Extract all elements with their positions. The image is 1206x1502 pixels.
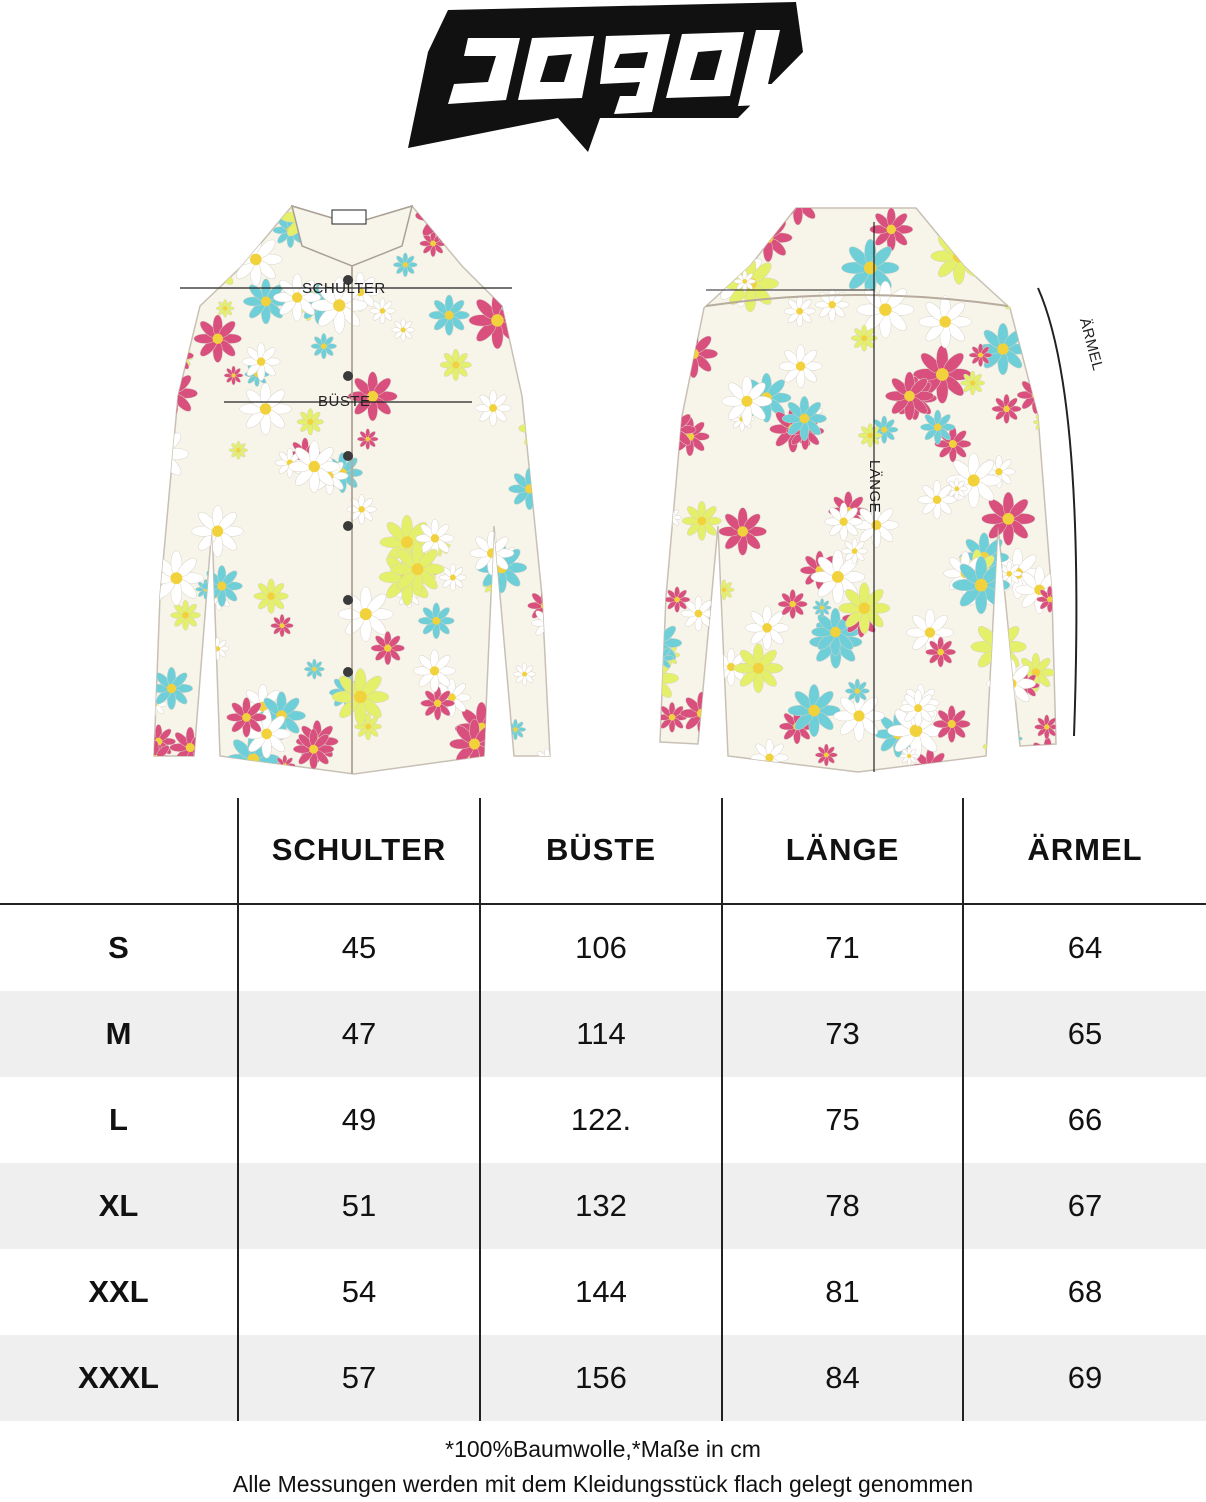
flower — [229, 441, 248, 460]
flower — [418, 603, 454, 639]
flower — [701, 229, 743, 271]
flower — [1037, 586, 1063, 612]
flower — [961, 371, 985, 395]
schulter-cell: 47 — [238, 991, 480, 1077]
flower — [813, 598, 832, 617]
flower — [982, 242, 1007, 267]
flower — [535, 259, 563, 287]
schulter-cell: 45 — [238, 904, 480, 991]
flower — [528, 589, 562, 623]
flower — [227, 697, 267, 737]
flower — [536, 438, 570, 472]
flower — [635, 467, 673, 505]
flower — [170, 727, 211, 768]
flower — [311, 333, 337, 359]
flower — [229, 233, 282, 286]
flower — [858, 423, 882, 447]
flower — [429, 295, 470, 336]
flower — [224, 366, 243, 385]
size-cell: XXL — [88, 1274, 149, 1309]
flower — [782, 396, 827, 441]
table-row — [0, 1077, 1206, 1163]
flower — [531, 606, 564, 639]
buste-cell: 122. — [480, 1077, 722, 1163]
flower — [464, 211, 485, 232]
buste-cell: 106 — [480, 904, 722, 991]
flower — [534, 748, 559, 773]
aermel-cell: 66 — [963, 1077, 1206, 1163]
flower — [788, 684, 840, 736]
flower — [413, 650, 455, 692]
table-row — [0, 1335, 1206, 1421]
flower — [144, 411, 175, 442]
flower — [636, 620, 682, 666]
flower — [288, 441, 340, 493]
flower — [1033, 205, 1087, 259]
buste-cell: 132 — [480, 1163, 722, 1249]
flower — [842, 538, 868, 564]
flower — [150, 392, 178, 420]
flower — [992, 394, 1021, 423]
flower — [415, 188, 470, 243]
flower — [157, 338, 193, 374]
flower — [505, 719, 526, 740]
flower — [216, 299, 234, 317]
flower — [141, 327, 174, 360]
flower — [304, 659, 324, 679]
flower — [969, 344, 992, 367]
flower — [734, 271, 755, 292]
footnote-measuring-note: Alle Messungen werden mit dem Kleidungsstück flach gelegt genommen — [232, 1471, 974, 1497]
flower — [137, 740, 174, 777]
flower — [139, 244, 174, 279]
flower — [778, 589, 807, 618]
laenge-cell: 75 — [722, 1077, 963, 1163]
flower — [192, 505, 243, 556]
flower — [297, 409, 324, 436]
table-header-row — [0, 798, 1206, 904]
aermel-cell: 65 — [963, 991, 1206, 1077]
flower — [918, 480, 957, 519]
flower — [254, 579, 289, 614]
table-row — [0, 1163, 1206, 1249]
size-cell: L — [109, 1102, 128, 1137]
schulter-cell: 54 — [238, 1249, 480, 1335]
header-laenge: LÄNGE — [722, 798, 963, 904]
laenge-cell: 84 — [722, 1335, 963, 1421]
flower — [664, 587, 690, 613]
flower — [393, 253, 417, 277]
flower — [682, 501, 721, 540]
flower — [508, 468, 550, 510]
flower — [920, 410, 955, 445]
flower — [475, 390, 511, 426]
flower — [149, 362, 168, 381]
flower — [1041, 269, 1071, 299]
flower — [271, 614, 294, 637]
flower — [654, 409, 696, 451]
buste-cell: 156 — [480, 1335, 722, 1421]
table-row — [0, 1249, 1206, 1335]
flower — [751, 739, 788, 776]
flower — [332, 669, 389, 726]
flower — [997, 561, 1022, 586]
flower — [129, 580, 163, 614]
flower — [242, 343, 280, 381]
shirt-back-illustration — [646, 196, 1066, 776]
flower — [714, 580, 735, 601]
flower — [370, 298, 396, 324]
buste-label: BÜSTE — [318, 393, 371, 410]
laenge-cell: 78 — [722, 1163, 963, 1249]
flower — [144, 195, 167, 218]
footnote — [0, 1432, 1206, 1502]
flower — [483, 212, 515, 244]
flower — [680, 692, 723, 735]
flower — [649, 334, 692, 377]
aermel-cell: 69 — [963, 1335, 1206, 1421]
table-row — [0, 991, 1206, 1077]
flower — [1010, 243, 1035, 268]
flower — [196, 247, 239, 290]
flower — [779, 345, 822, 388]
flower — [870, 208, 913, 251]
flower — [537, 498, 571, 532]
flower — [544, 381, 567, 404]
flower — [1028, 737, 1067, 776]
flower — [470, 531, 514, 575]
schulter-cell: 49 — [238, 1077, 480, 1163]
flower — [146, 278, 167, 299]
laenge-cell: 73 — [722, 991, 963, 1077]
flower — [926, 637, 956, 667]
flower — [206, 637, 229, 660]
flower — [987, 659, 1036, 708]
flower — [163, 347, 181, 365]
flower — [839, 583, 890, 634]
schulter-cell: 57 — [238, 1335, 480, 1421]
flower — [734, 644, 783, 693]
table-row — [0, 904, 1206, 991]
size-cell: M — [0, 991, 238, 1077]
schulter-label: SCHULTER — [302, 280, 386, 297]
flower — [131, 425, 188, 482]
flower — [774, 178, 821, 225]
flower — [450, 719, 500, 769]
flower — [142, 234, 173, 265]
flower — [149, 551, 203, 605]
header-schulter: SCHULTER — [238, 798, 480, 904]
flower — [670, 417, 709, 456]
flower — [338, 587, 393, 642]
flower — [194, 315, 242, 363]
flower — [940, 195, 978, 233]
flower — [657, 702, 687, 732]
aermel-label: ÄRMEL — [1075, 316, 1107, 373]
brand-logo — [408, 0, 803, 152]
buste-cell: 144 — [480, 1249, 722, 1335]
flower — [1054, 501, 1075, 522]
flower — [669, 330, 717, 378]
flower — [457, 234, 493, 270]
flower — [641, 207, 683, 249]
flower — [919, 296, 971, 348]
flower — [1016, 566, 1064, 614]
flower — [1033, 412, 1052, 431]
header-aermel: ÄRMEL — [963, 798, 1206, 904]
flower — [991, 734, 1021, 764]
flower — [971, 619, 1027, 675]
flower — [390, 542, 444, 596]
flower — [240, 383, 292, 435]
flower — [513, 663, 536, 686]
buste-cell: 114 — [480, 991, 722, 1077]
flower — [357, 429, 378, 450]
flower — [933, 705, 970, 742]
jogal-logo-graphic — [408, 0, 803, 152]
flower — [644, 498, 674, 528]
flower — [722, 376, 772, 426]
flower — [815, 288, 849, 322]
flower — [524, 356, 563, 395]
laenge-label: LÄNGE — [866, 459, 884, 514]
flower — [931, 228, 987, 284]
aermel-cell: 67 — [963, 1163, 1206, 1249]
flower — [392, 318, 415, 341]
aermel-cell: 64 — [963, 904, 1206, 991]
flower — [885, 372, 933, 420]
flower — [293, 729, 334, 770]
flower — [274, 755, 295, 776]
flower — [900, 690, 937, 727]
schulter-cell: 51 — [238, 1163, 480, 1249]
size-chart-table — [0, 798, 1206, 1421]
footnote-material-units: *100%Baumwolle,*Maße in cm — [445, 1436, 761, 1462]
flower — [1017, 376, 1055, 414]
flower — [646, 644, 674, 672]
laenge-cell: 71 — [722, 904, 963, 991]
header-size — [0, 798, 238, 904]
aermel-cell: 68 — [963, 1249, 1206, 1335]
flower — [845, 679, 869, 703]
size-cell: XL — [0, 1163, 238, 1249]
flower — [440, 349, 472, 381]
flower — [371, 631, 405, 665]
size-cell: S — [108, 930, 129, 965]
flower — [708, 176, 764, 232]
header-buste: BÜSTE — [480, 798, 722, 904]
laenge-cell: 81 — [722, 1249, 963, 1335]
size-cell: XXXL — [0, 1335, 238, 1421]
flower — [900, 747, 918, 765]
flower — [825, 503, 863, 541]
flower — [983, 729, 1018, 764]
flower — [979, 221, 1011, 253]
flower — [149, 369, 198, 418]
flower — [784, 296, 815, 327]
flower — [815, 744, 837, 766]
flower — [423, 190, 455, 222]
flower — [719, 508, 767, 556]
neck-label — [332, 210, 366, 224]
flower — [498, 286, 526, 314]
flower — [851, 325, 877, 351]
shirt-back-graphic — [646, 196, 1066, 776]
flower — [421, 686, 455, 720]
flower — [660, 507, 681, 528]
